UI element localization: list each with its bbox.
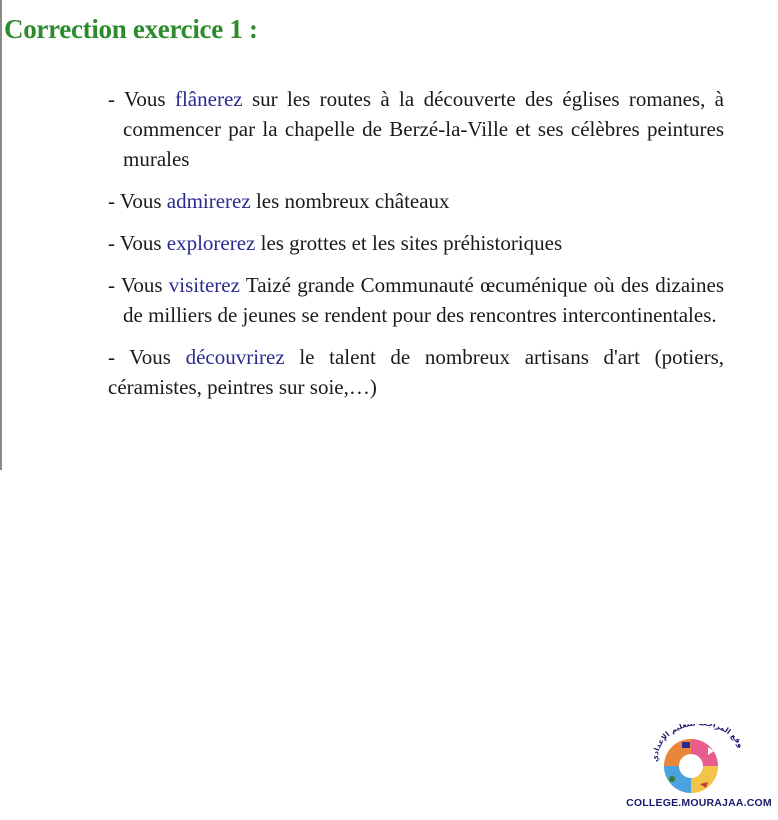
- item-rest: les grottes et les sites préhistoriques: [255, 231, 563, 255]
- verb-answer: visiterez: [168, 273, 240, 297]
- svg-text:موقع المراجعة للتعليم الإعدادي: وقع المرا تعليم الإعدادي: [650, 724, 746, 763]
- item-prefix: - Vous: [108, 87, 175, 111]
- item-prefix: - Vous: [108, 345, 186, 369]
- list-item: [108, 186, 724, 216]
- answer-list: [108, 84, 724, 414]
- item-rest: le talent de nombreux artisans d'art (potiers, céramistes, peintres sur soie,…): [108, 345, 725, 399]
- item-rest: sur les routes à la découverte des églises romanes, à commencer par la chapelle de Berzé-la-Ville et ses célèbres peintures murales: [123, 87, 725, 171]
- left-border-line: [0, 0, 2, 470]
- verb-answer: admirerez: [166, 189, 251, 213]
- list-item: [108, 342, 724, 402]
- item-prefix: - Vous: [108, 231, 167, 255]
- item-prefix: - Vous: [108, 273, 169, 297]
- item-rest: les nombreux châteaux: [250, 189, 450, 213]
- logo-emblem-icon: [624, 724, 774, 798]
- logo-site-url[interactable]: COLLEGE.MOURAJAA.COM: [626, 797, 772, 809]
- verb-answer: flânerez: [174, 87, 243, 111]
- list-item: [108, 270, 724, 330]
- verb-answer: découvrirez: [185, 345, 285, 369]
- page-title: Correction exercice 1 :: [4, 14, 258, 44]
- list-item: [108, 84, 724, 174]
- item-rest: Taizé grande Communauté œcuménique où des dizaines de milliers de jeunes se rendent pour des rencontres intercontinentales.: [123, 273, 724, 327]
- site-logo: [624, 724, 774, 816]
- list-item: [108, 228, 724, 258]
- verb-answer: explorerez: [166, 231, 256, 255]
- item-prefix: - Vous: [108, 189, 167, 213]
